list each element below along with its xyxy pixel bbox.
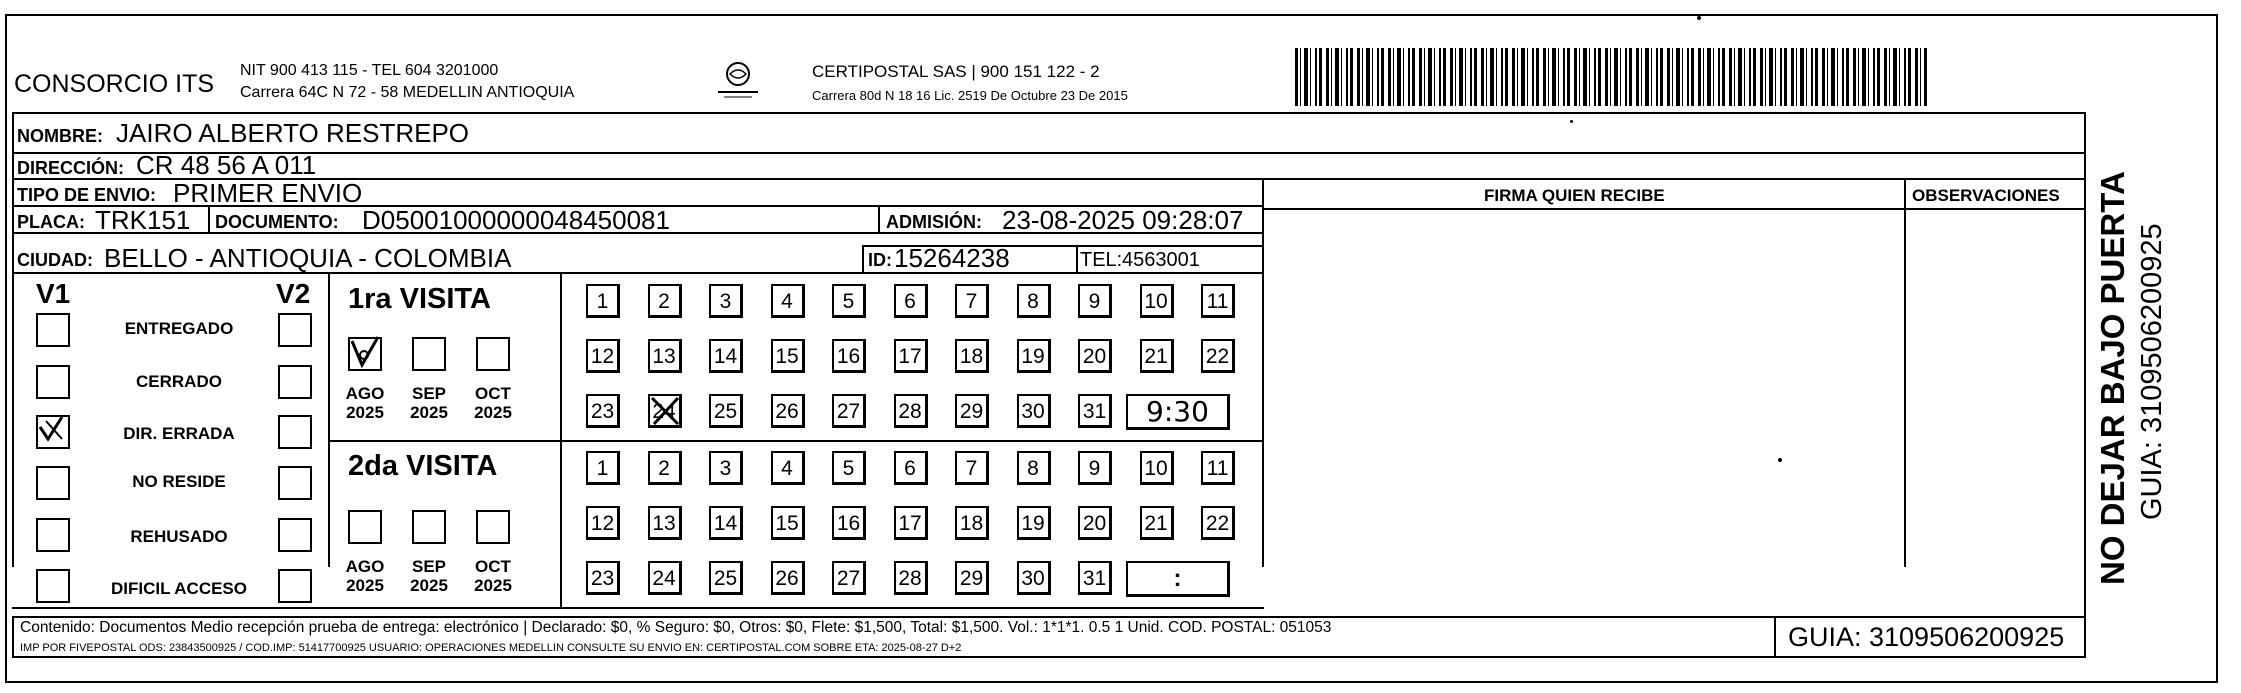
firma-header: FIRMA QUIEN RECIBE bbox=[1484, 186, 1665, 205]
visita1-day-6[interactable]: 6 bbox=[894, 284, 928, 318]
address-line: Carrera 64C N 72 - 58 MEDELLIN ANTIOQUIA bbox=[240, 84, 575, 101]
visita1-day-5[interactable]: 5 bbox=[832, 284, 866, 318]
visita1-sep-checkbox[interactable] bbox=[412, 337, 446, 371]
visita2-day-16[interactable]: 16 bbox=[832, 506, 866, 540]
visita1-day-label: 24 bbox=[652, 400, 676, 423]
visita1-day-15[interactable]: 15 bbox=[771, 339, 805, 373]
v1-entregado-checkbox[interactable] bbox=[36, 313, 70, 347]
direccion-value: CR 48 56 A 011 bbox=[136, 150, 317, 180]
footer-imp: IMP POR FIVEPOSTAL ODS: 23843500925 / COD.IMP: 51417700925 USUARIO: OPERACIONES MEDELLIN CONSULTE SU ENVIO EN: CERTIPOSTAL.COM SOBRE ETA: 2025-08-27 D+2 bbox=[20, 642, 962, 654]
v1-dir-errada-checkbox[interactable] bbox=[36, 415, 70, 449]
visita2-month-ago: AGO 2025 bbox=[345, 557, 385, 595]
visita2-day-9[interactable]: 9 bbox=[1078, 451, 1112, 485]
visita2-sep-checkbox[interactable] bbox=[412, 510, 446, 544]
visita1-oct-checkbox[interactable] bbox=[476, 337, 510, 371]
visita1-day-4[interactable]: 4 bbox=[771, 284, 805, 318]
tel-value: 4563001 bbox=[1122, 249, 1200, 271]
v1-cerrado-checkbox[interactable] bbox=[36, 365, 70, 399]
admision-label: ADMISIÓN: bbox=[886, 212, 982, 232]
speck bbox=[1697, 16, 1701, 20]
visita2-day-30[interactable]: 30 bbox=[1017, 561, 1051, 595]
visita1-day-28[interactable]: 28 bbox=[894, 394, 928, 428]
visita2-day-11[interactable]: 11 bbox=[1201, 451, 1235, 485]
visita1-time-box[interactable] bbox=[1126, 394, 1230, 430]
visita2-day-14[interactable]: 14 bbox=[709, 506, 743, 540]
visita2-day-5[interactable]: 5 bbox=[832, 451, 866, 485]
certipostal-logo-icon bbox=[708, 58, 768, 100]
id-label: ID: bbox=[868, 250, 892, 270]
tipo-envio-label: TIPO DE ENVIO: bbox=[17, 185, 157, 205]
visita2-day-12[interactable]: 12 bbox=[586, 506, 620, 540]
checkmark-icon bbox=[348, 335, 382, 369]
side-guia: GUIA: 3109506200925 bbox=[2136, 223, 2168, 520]
visita1-day-22[interactable]: 22 bbox=[1201, 339, 1235, 373]
observaciones-header: OBSERVACIONES bbox=[1912, 186, 2060, 205]
no-dejar-bajo-puerta: NO DEJAR BAJO PUERTA bbox=[2094, 171, 2131, 585]
direccion-label: DIRECCIÓN: bbox=[17, 158, 124, 178]
v1-no-reside-checkbox[interactable] bbox=[36, 466, 70, 500]
v2-dir-errada-checkbox[interactable] bbox=[278, 415, 312, 449]
visita1-day-2[interactable]: 2 bbox=[648, 284, 682, 318]
status-cerrado: CERRADO bbox=[136, 372, 222, 391]
speck bbox=[1570, 120, 1573, 123]
visita1-day-7[interactable]: 7 bbox=[955, 284, 989, 318]
visita2-day-13[interactable]: 13 bbox=[648, 506, 682, 540]
visita1-day-24[interactable] bbox=[648, 394, 682, 428]
v2-rehusado-checkbox[interactable] bbox=[278, 518, 312, 552]
checkmark-icon bbox=[36, 413, 68, 445]
v2-cerrado-checkbox[interactable] bbox=[278, 365, 312, 399]
visita1-day-23[interactable]: 23 bbox=[586, 394, 620, 428]
visita2-time-box[interactable] bbox=[1126, 561, 1230, 597]
visita1-month-ago: AGO 2025 bbox=[345, 384, 385, 422]
visita2-day-27[interactable]: 27 bbox=[832, 561, 866, 595]
visita1-day-18[interactable]: 18 bbox=[955, 339, 989, 373]
visita1-day-25[interactable]: 25 bbox=[709, 394, 743, 428]
nombre-value: JAIRO ALBERTO RESTREPO bbox=[116, 118, 470, 148]
visita2-day-29[interactable]: 29 bbox=[955, 561, 989, 595]
visita2-day-31[interactable]: 31 bbox=[1078, 561, 1112, 595]
visita1-day-9[interactable]: 9 bbox=[1078, 284, 1112, 318]
visita1-day-16[interactable]: 16 bbox=[832, 339, 866, 373]
visita2-day-18[interactable]: 18 bbox=[955, 506, 989, 540]
visita2-day-1[interactable]: 1 bbox=[586, 451, 620, 485]
visita2-day-23[interactable]: 23 bbox=[586, 561, 620, 595]
v1-label: V1 bbox=[36, 278, 71, 309]
v2-no-reside-checkbox[interactable] bbox=[278, 466, 312, 500]
visita2-ago-checkbox[interactable] bbox=[348, 510, 382, 544]
visita1-day-3[interactable]: 3 bbox=[709, 284, 743, 318]
tel-label: TEL: bbox=[1080, 249, 1123, 271]
visita2-day-21[interactable]: 21 bbox=[1140, 506, 1174, 540]
visita1-day-17[interactable]: 17 bbox=[894, 339, 928, 373]
visita1-time-value: 9:30 bbox=[1146, 395, 1209, 428]
certipostal-line-1: CERTIPOSTAL SAS | 900 151 122 - 2 bbox=[812, 62, 1100, 81]
documento-value: D05001000000048450081 bbox=[362, 205, 670, 235]
tipo-envio-value: PRIMER ENVIO bbox=[173, 178, 363, 208]
documento-label: DOCUMENTO: bbox=[215, 212, 339, 232]
visita2-day-3[interactable]: 3 bbox=[709, 451, 743, 485]
visita1-day-20[interactable]: 20 bbox=[1078, 339, 1112, 373]
cross-mark-icon bbox=[648, 394, 682, 428]
speck bbox=[1778, 458, 1782, 462]
ciudad-label: CIUDAD: bbox=[17, 250, 93, 270]
v2-entregado-checkbox[interactable] bbox=[278, 313, 312, 347]
visita2-day-24[interactable]: 24 bbox=[648, 561, 682, 595]
visita2-day-20[interactable]: 20 bbox=[1078, 506, 1112, 540]
visita1-day-13[interactable]: 13 bbox=[648, 339, 682, 373]
placa-label: PLACA: bbox=[17, 212, 85, 232]
visita1-day-30[interactable]: 30 bbox=[1017, 394, 1051, 428]
visita2-day-22[interactable]: 22 bbox=[1201, 506, 1235, 540]
visita2-day-7[interactable]: 7 bbox=[955, 451, 989, 485]
status-rehusado: REHUSADO bbox=[130, 527, 228, 546]
visita2-month-sep: SEP 2025 bbox=[410, 557, 448, 595]
status-no-reside: NO RESIDE bbox=[132, 472, 226, 491]
certipostal-line-2: Carrera 80d N 18 16 Lic. 2519 De Octubre 23 De 2015 bbox=[812, 88, 1128, 103]
visita2-day-2[interactable]: 2 bbox=[648, 451, 682, 485]
visita1-day-14[interactable]: 14 bbox=[709, 339, 743, 373]
nit-line: NIT 900 413 115 - TEL 604 3201000 bbox=[240, 62, 499, 79]
status-dir-errada: DIR. ERRADA bbox=[123, 424, 235, 443]
visita1-day-27[interactable]: 27 bbox=[832, 394, 866, 428]
visita1-day-12[interactable]: 12 bbox=[586, 339, 620, 373]
visita1-month-oct: OCT 2025 bbox=[474, 384, 512, 422]
visita2-day-28[interactable]: 28 bbox=[894, 561, 928, 595]
visita2-day-19[interactable]: 19 bbox=[1017, 506, 1051, 540]
company-name: CONSORCIO ITS bbox=[14, 70, 215, 98]
status-dificil-acceso: DIFICIL ACCESO bbox=[110, 579, 247, 598]
visita1-month-sep: SEP 2025 bbox=[410, 384, 448, 422]
admision-value: 23-08-2025 09:28:07 bbox=[1002, 205, 1244, 235]
visita1-day-29[interactable]: 29 bbox=[955, 394, 989, 428]
footer-guia: GUIA: 3109506200925 bbox=[1788, 622, 2065, 652]
visita2-day-4[interactable]: 4 bbox=[771, 451, 805, 485]
visita2-day-6[interactable]: 6 bbox=[894, 451, 928, 485]
visita1-day-19[interactable]: 19 bbox=[1017, 339, 1051, 373]
id-value: 15264238 bbox=[894, 243, 1010, 273]
visita1-day-26[interactable]: 26 bbox=[771, 394, 805, 428]
visita1-day-21[interactable]: 21 bbox=[1140, 339, 1174, 373]
visita2-day-26[interactable]: 26 bbox=[771, 561, 805, 595]
visita1-ago-checkbox[interactable] bbox=[348, 337, 382, 371]
visita2-title: 2da VISITA bbox=[348, 450, 498, 482]
nombre-label: NOMBRE: bbox=[17, 126, 103, 146]
barcode bbox=[1295, 48, 1927, 106]
v1-rehusado-checkbox[interactable] bbox=[36, 518, 70, 552]
ciudad-value: BELLO - ANTIOQUIA - COLOMBIA bbox=[104, 243, 512, 273]
visita1-day-11[interactable]: 11 bbox=[1201, 284, 1235, 318]
status-entregado: ENTREGADO bbox=[124, 319, 234, 338]
visita2-day-8[interactable]: 8 bbox=[1017, 451, 1051, 485]
placa-value: TRK151 bbox=[95, 205, 191, 235]
v1-dificil-acceso-checkbox[interactable] bbox=[36, 569, 70, 603]
visita2-oct-checkbox[interactable] bbox=[476, 510, 510, 544]
visita2-time-separator: : bbox=[1173, 565, 1182, 592]
footer-contenido: Contenido: Documentos Medio recepción prueba de entrega: electrónico | Declarado: $0, % Seguro: $0, Otros: $0, Flete: $1,500, Total: $1,500. Vol.: 1*1*1. 0.5 1 Unid. COD. POSTAL: 051053 bbox=[20, 619, 1332, 636]
visita2-day-25[interactable]: 25 bbox=[709, 561, 743, 595]
visita1-day-1[interactable]: 1 bbox=[586, 284, 620, 318]
visita2-day-15[interactable]: 15 bbox=[771, 506, 805, 540]
visita2-month-oct: OCT 2025 bbox=[474, 557, 512, 595]
visita1-day-8[interactable]: 8 bbox=[1017, 284, 1051, 318]
visita2-day-10[interactable]: 10 bbox=[1140, 451, 1174, 485]
visita2-day-17[interactable]: 17 bbox=[894, 506, 928, 540]
v2-dificil-acceso-checkbox[interactable] bbox=[278, 569, 312, 603]
v2-label: V2 bbox=[276, 278, 311, 309]
visita1-day-31[interactable]: 31 bbox=[1078, 394, 1112, 428]
visita1-day-10[interactable]: 10 bbox=[1140, 284, 1174, 318]
visita1-title: 1ra VISITA bbox=[348, 283, 491, 315]
